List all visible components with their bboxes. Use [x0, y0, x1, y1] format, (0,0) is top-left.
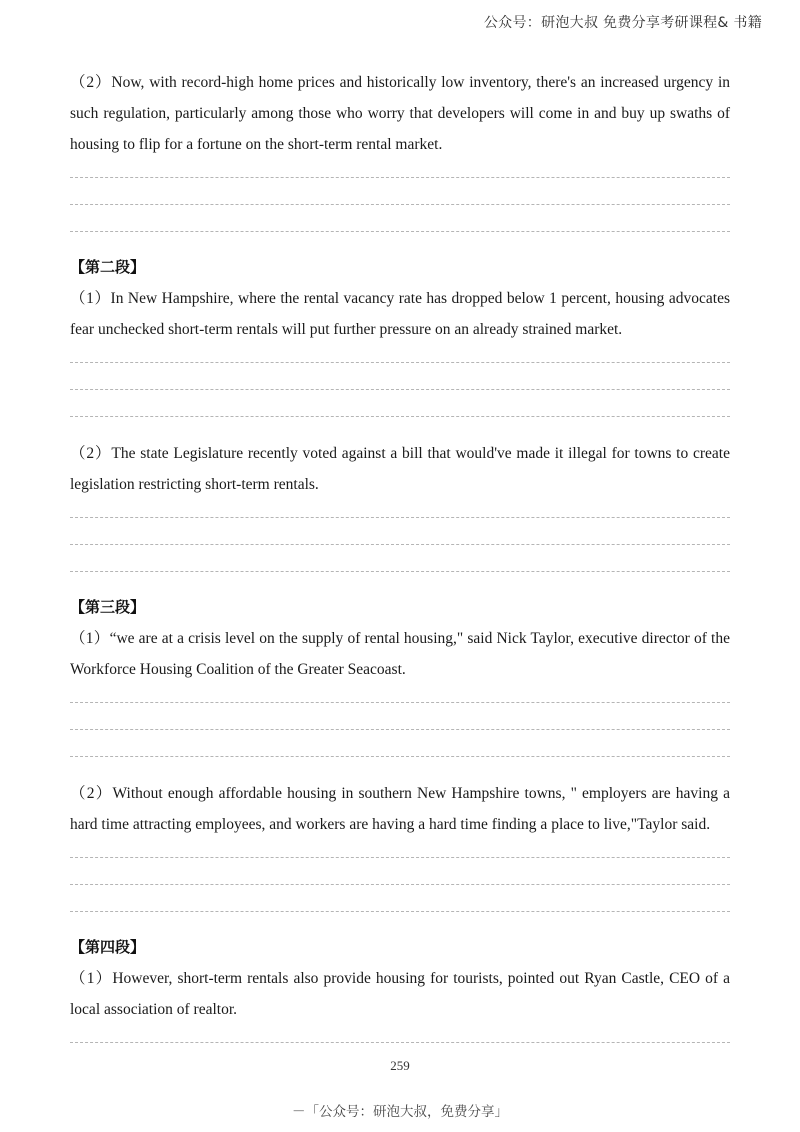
- section-heading: 【第四段】: [70, 938, 146, 956]
- footer-note: －「公众号：研泡大叔，免费分享」: [292, 1104, 508, 1120]
- answer-line: [70, 685, 730, 712]
- answer-line: [70, 187, 730, 214]
- answer-line: [70, 214, 730, 241]
- answer-line: [70, 345, 730, 372]
- page-number: 259: [390, 1058, 410, 1073]
- answer-line: [70, 527, 730, 554]
- document-body: [70, 67, 730, 1064]
- answer-line: [70, 500, 730, 527]
- section-heading: 【第三段】: [70, 598, 146, 616]
- answer-line: [70, 554, 730, 581]
- answer-line: [70, 1025, 730, 1052]
- header-watermark: 公众号：研泡大叔 免费分享考研课程& 书籍: [483, 15, 762, 31]
- answer-line: [70, 894, 730, 921]
- answer-line: [70, 840, 730, 867]
- sentence-paragraph: （2）Without enough affordable housing in southern New Hampshire towns, " employers are having a hard time attracting employees, and workers are having a hard time finding a place to live,"Taylor said.: [70, 785, 730, 833]
- sentence-paragraph: （2）The state Legislature recently voted against a bill that would've made it illegal for towns to create legislation restricting short-term rentals.: [70, 445, 730, 493]
- sentence-paragraph: （1）“we are at a crisis level on the supply of rental housing," said Nick Taylor, executive director of the Workforce Housing Coalition of the Greater Seacoast.: [70, 630, 730, 678]
- answer-line: [70, 372, 730, 399]
- answer-line: [70, 160, 730, 187]
- answer-line: [70, 712, 730, 739]
- section-heading: 【第二段】: [70, 258, 146, 276]
- answer-line: [70, 739, 730, 766]
- answer-line: [70, 867, 730, 894]
- sentence-paragraph: （1）However, short-term rentals also provide housing for tourists, pointed out Ryan Castle, CEO of a local association of realtor.: [70, 970, 730, 1018]
- sentence-paragraph: （2）Now, with record-high home prices and historically low inventory, there's an increased urgency in such regulation, particularly among those who worry that developers will come in and buy up swaths of housing to flip for a fortune on the short-term rental market.: [70, 74, 730, 153]
- answer-line: [70, 399, 730, 426]
- sentence-paragraph: （1）In New Hampshire, where the rental vacancy rate has dropped below 1 percent, housing advocates fear unchecked short-term rentals will put further pressure on an already strained market.: [70, 290, 730, 338]
